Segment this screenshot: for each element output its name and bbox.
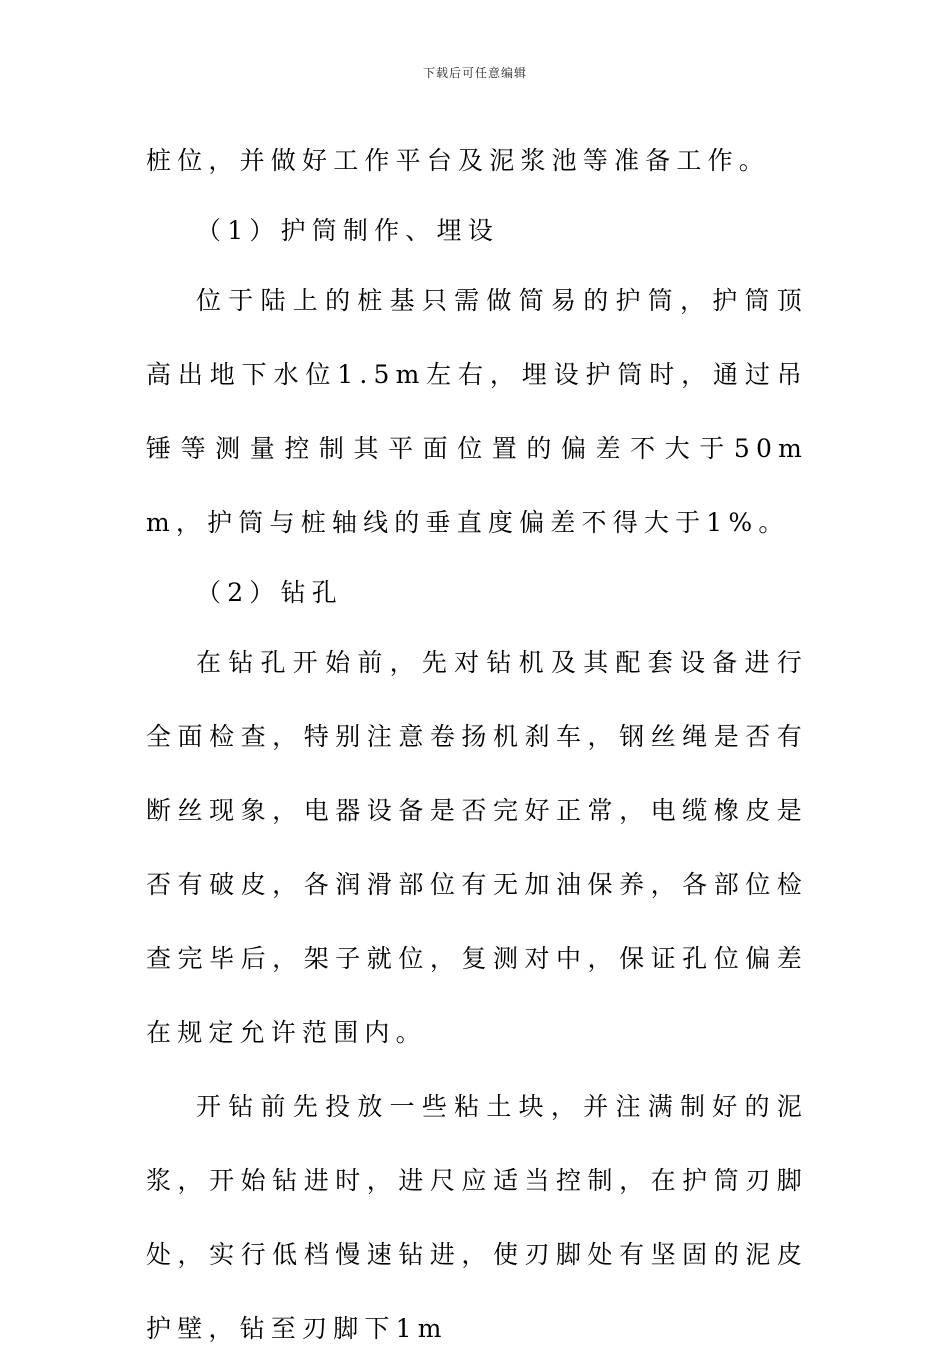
paragraph-drilling-start: 开钻前先投放一些粘土块，并注满制好的泥浆，开始钻进时，进尺应适当控制，在护筒刃脚处，实行低档慢速钻进，使刃脚处有坚固的泥皮护壁，钻至刃脚下1m: [146, 1092, 808, 1343]
paragraph-drilling-check: 在钻孔开始前，先对钻机及其配套设备进行全面检查，特别注意卷扬机刹车，钢丝绳是否有断丝现象，电器设备是否完好正常，电缆橡皮是否有破皮，各润滑部位有无加油保养，各部位检查完毕后，架子就位，复测对中，保证孔位偏差在规定允许范围内。: [146, 648, 808, 1047]
paragraph-continuation: 桩位，并做好工作平台及泥浆池等准备工作。: [146, 146, 771, 175]
paragraph-casing: 位于陆上的桩基只需做简易的护筒，护筒顶高出地下水位1.5m左右，埋设护筒时，通过吊锤等测量控制其平面位置的偏差不大于50mm，护筒与桩轴线的垂直度偏差不得大于1%。: [146, 286, 808, 537]
document-body: [146, 124, 808, 1366]
page-header-note: 下载后可任意编辑: [422, 66, 527, 80]
section-heading-casing: （1）护筒制作、埋设: [196, 216, 499, 245]
section-heading-drilling: （2）钻孔: [196, 578, 343, 607]
